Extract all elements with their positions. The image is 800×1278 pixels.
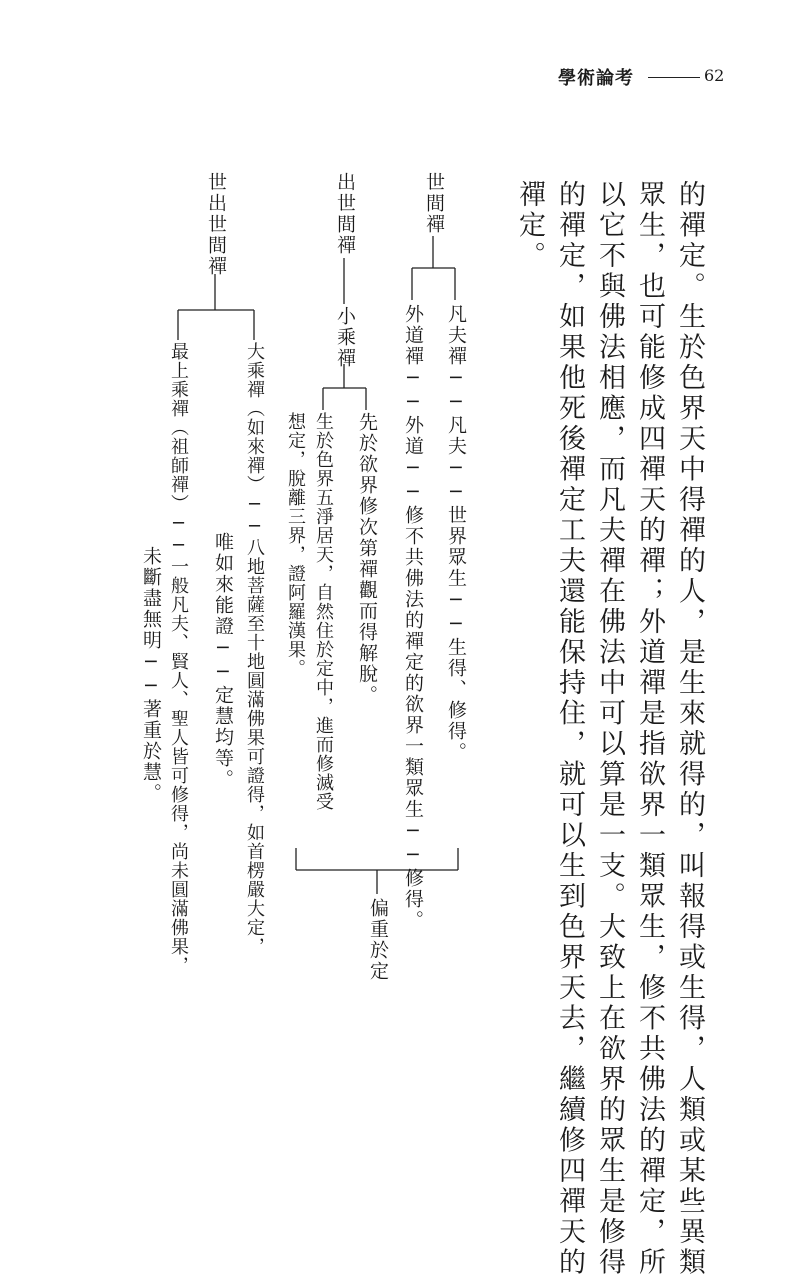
- page-number: 62: [704, 66, 725, 85]
- body-text-column-3: 以它不與佛法相應，而凡夫禪在佛法中可以算是一支。大致上在欲界的眾生是修得: [594, 180, 625, 1278]
- root-shichushijian-chan: 世出世間禪: [205, 172, 227, 277]
- running-header-title: 學術論考: [558, 68, 634, 89]
- xiaosheng-desc-line-2a: 生於色界五淨居天，自然住於定中，進而修滅受: [313, 412, 334, 811]
- branch-dasheng-chan-line-1: 大乘禪（如來禪）──八地菩薩至十地圓滿佛果可證得，如首楞嚴大定，: [244, 342, 265, 956]
- root-shijian-chan: 世間禪: [423, 172, 445, 235]
- body-text-column-2: 眾生，也可能修成四禪天的禪；外道禪是指欲界一類眾生，修不共佛法的禪定，所: [634, 180, 665, 1278]
- bracket-label-pianzhong-yuding: 偏重於定: [367, 898, 389, 982]
- body-text-column-5: 禪定。: [514, 180, 545, 272]
- branch-zuishang-chan-line-1: 最上乘禪（祖師禪）──一般凡夫、賢人、聖人皆可修得，尚未圓滿佛果，: [168, 342, 189, 975]
- branch-zuishang-chan-line-2: 未斷盡無明──著重於慧。: [140, 546, 162, 804]
- root-chushijian-chan: 出世間禪: [334, 172, 356, 256]
- branch-xiaosheng-chan: 小乘禪: [334, 306, 356, 369]
- xiaosheng-desc-line-2b: 想定，脫離三界，證阿羅漢果。: [285, 412, 306, 678]
- branch-fanfu-chan: 凡夫禪──凡夫──世界眾生──生得、修得。: [445, 304, 467, 763]
- xiaosheng-desc-line-1: 先於欲界修次第禪觀而得解脫。: [356, 412, 378, 706]
- branch-dasheng-chan-line-2: 唯如來能證──定慧均等。: [212, 532, 234, 790]
- body-text-column-4: 的禪定，如果他死後禪定工夫還能保持住，就可以生到色界天去，繼續修四禪天的: [554, 180, 585, 1278]
- branch-waidao-chan: 外道禪──外道──修不共佛法的禪定的欲界一類眾生──修得。: [402, 304, 424, 931]
- body-text-column-1: 的禪定。生於色界天中得禪的人，是生來就得的，叫報得或生得，人類或某些異類: [674, 180, 705, 1278]
